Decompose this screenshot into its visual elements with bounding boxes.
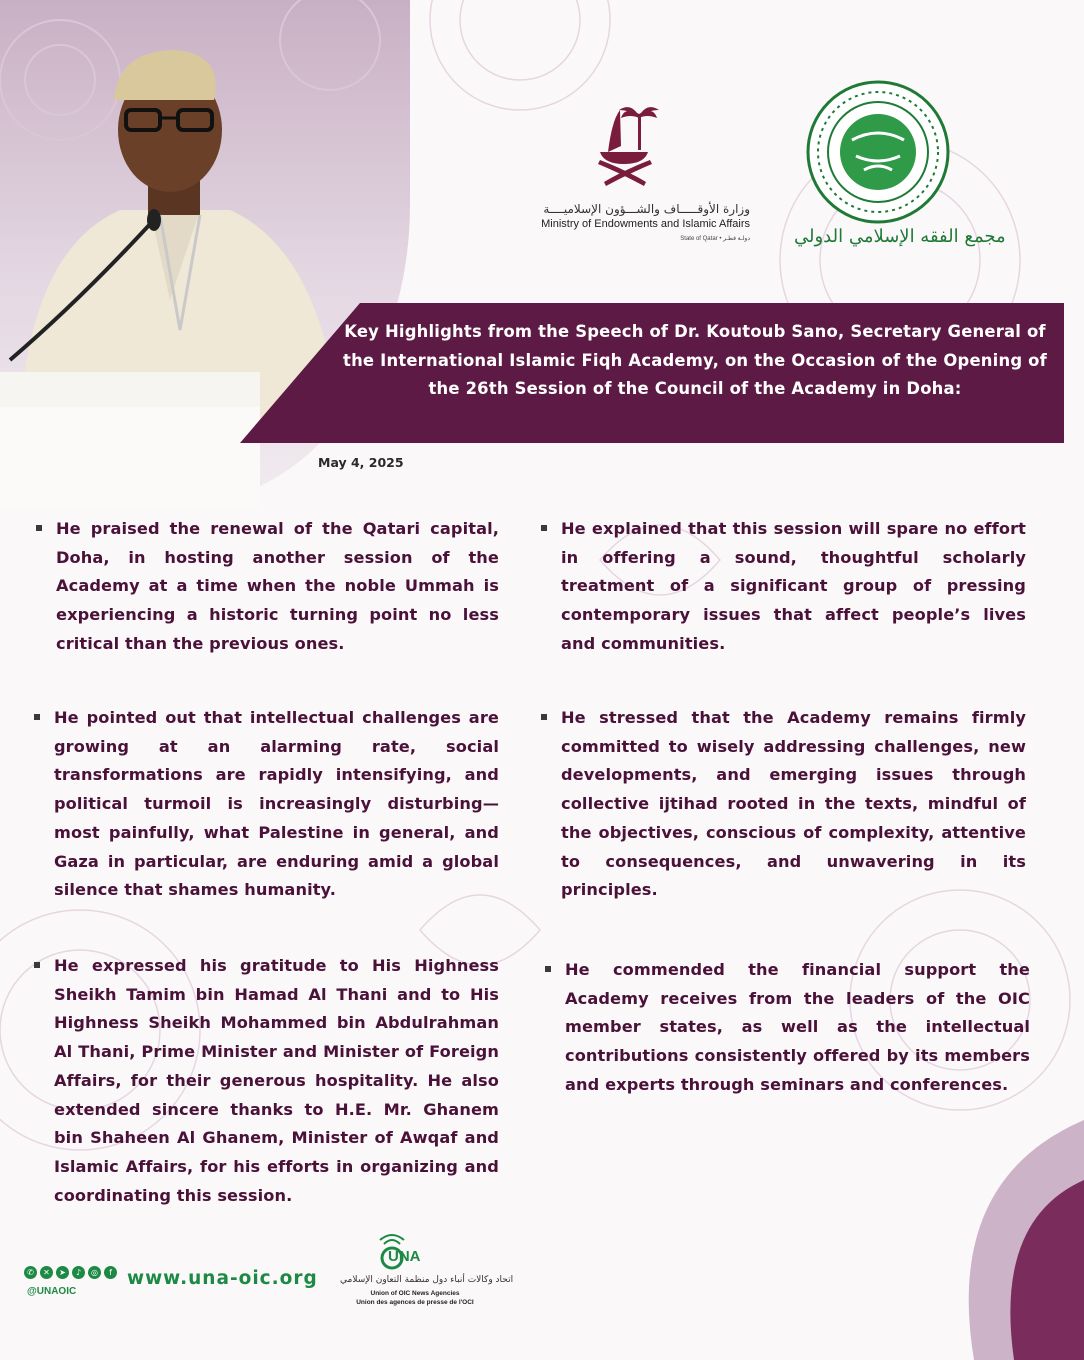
bullet-text: He explained that this session will spare no effort in offering a sound, thoughtful scholarly treatment of a significant group of pressing contemporary issues that affect people’s lives and communities.: [561, 519, 1026, 653]
whatsapp-icon[interactable]: ✆: [24, 1266, 37, 1279]
academy-seal-icon: [800, 80, 960, 230]
una-name: UNA: [388, 1248, 421, 1265]
una-arabic-name: اتحاد وكالات أنباء دول منظمة التعاون الإسلامي: [340, 1275, 514, 1285]
una-logo: [340, 1236, 514, 1316]
una-english-name: Union of OIC News Agencies: [370, 1290, 460, 1297]
academy-arabic-name: مجمع الفقه الإسلامي الدولي: [794, 226, 1006, 247]
social-handle: @UNAOIC: [27, 1286, 77, 1297]
bullet-marker: [541, 714, 547, 720]
ministry-english-name: Ministry of Endowments and Islamic Affairs: [541, 218, 750, 230]
ministry-logo: [500, 100, 760, 260]
tiktok-icon[interactable]: ♪: [72, 1266, 85, 1279]
bullet-text: He praised the renewal of the Qatari capital, Doha, in hosting another session of the Academy at a time when the noble Ummah is experiencing a historic turning point no less critical than the previous ones.: [56, 519, 499, 653]
highlight-bullet-6: [565, 956, 1030, 1100]
bullet-marker: [36, 525, 42, 531]
publish-date: May 4, 2025: [318, 455, 404, 470]
bullet-marker: [34, 714, 40, 720]
ministry-state-label: State of Qatar • دولـة قطـر: [680, 236, 750, 242]
social-links: [24, 1266, 117, 1279]
corner-decoration: [884, 1120, 1084, 1360]
highlight-bullet-5: [54, 952, 499, 1210]
bullet-text: He expressed his gratitude to His Highness Sheikh Tamim bin Hamad Al Thani and to His Highness Sheikh Mohammed bin Abdulrahman Al Thani, Prime Minister and Minister of Foreign Affairs, for their generous hospitality. He also extended sincere thanks to H.E. Mr. Ghanem bin Shaheen Al Ghanem, Minister of Awqaf and Islamic Affairs, for his efforts in organizing and coordinating this session.: [54, 956, 499, 1205]
bullet-text: He stressed that the Academy remains firmly committed to wisely addressing challenges, new developments, and emerging issues through collective ijtihad rooted in the texts, mindful of the objectives, conscious of complexity, attentive to consequences, and unwavering in its principles.: [561, 708, 1026, 900]
bullet-marker: [545, 966, 551, 972]
highlight-bullet-3: [54, 704, 499, 905]
facebook-icon[interactable]: f: [104, 1266, 117, 1279]
telegram-icon[interactable]: ➤: [56, 1266, 69, 1279]
x-icon[interactable]: ✕: [40, 1266, 53, 1279]
highlight-bullet-1: [56, 515, 499, 659]
bullet-marker: [34, 962, 40, 968]
bullet-text: He commended the financial support the Academy receives from the leaders of the OIC member states, as well as the intellectual contributions consistently offered by its members and experts through seminars and conferences.: [565, 960, 1030, 1094]
una-french-name: Union des agences de presse de l'OCI: [356, 1299, 474, 1306]
page-title: Key Highlights from the Speech of Dr. Koutoub Sano, Secretary General of the International Islamic Fiqh Academy, on the Occasion of the Opening of the 26th Session of the Council of the Academy in Doha:: [343, 322, 1047, 398]
qatar-emblem-icon: [500, 100, 750, 200]
bullet-marker: [541, 525, 547, 531]
highlight-bullet-4: [561, 704, 1026, 905]
website-link[interactable]: www.una-oic.org: [127, 1268, 318, 1289]
academy-logo: [794, 80, 1006, 260]
highlight-bullet-2: [561, 515, 1026, 659]
ministry-arabic-name: وزارة الأوقـــــاف والشـــؤون الإسلاميــــة: [543, 202, 750, 216]
instagram-icon[interactable]: ◎: [88, 1266, 101, 1279]
bullet-text: He pointed out that intellectual challenges are growing at an alarming rate, social transformations are rapidly intensifying, and political turmoil is increasingly disturbing—most painfully, what Palestine in general, and Gaza in particular, are enduring amid a global silence that shames humanity.: [54, 708, 499, 900]
